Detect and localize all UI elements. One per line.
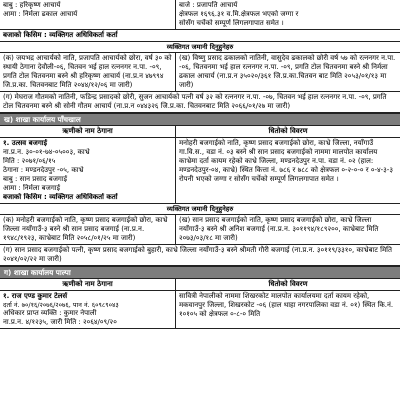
top-fragment-assets: सोसँग चर्चेको सम्पूर्ण लिगलगापात समेत । xyxy=(179,18,284,27)
collateral-details: मनोहरी बजगाईको नाति, कृष्ण प्रसाद बजगाईको छोरा, काभ्रे जिल्ला, नयाँगाउँ गा.वि.स., वडा नं. ०३ बस्ने श्री सान प्रसाद बजगाईको नाममा मालपोत कार्यालय काभ्रेमा दर्ता कायम रहेको काभ्रे जिल्ला, मण्डनदेउपुर न.पा. वडा नं. ०२ (हाल: मण्डनदेउपुर-०४, काभ्रे) स्थित कित्ता नं. ७८६ र ७८८ को क्षेत्रफल ०-२-०-० र ०-४-३-३ रोपनी भएको जग्गा र सोसँग चर्चेको सम्पूर्ण लिगलगापात समेत । xyxy=(179,139,393,183)
guarantor-row-2-full xyxy=(0,245,400,266)
borrower-details-2 xyxy=(0,291,176,328)
borrower-authorized-2: अधिकार प्राप्त व्यक्ति : कुमार नेपाली xyxy=(3,309,97,318)
borrower-details xyxy=(0,138,176,203)
guarantor-ga-2: (ग) सान प्रसाद बजगाईको पत्नी, कृष्ण प्रसाद बजगाईको बुहारी, काभ्रे जिल्ला नयाँगाउँ-३ बस्ने श्रीमती गौरी बजगाई (ना.प्र.न. ३०११९/३३१०, काभ्रेबाट मिति २०४१/०२/२२ मा जारी) xyxy=(3,246,392,264)
top-fragment-type-row xyxy=(0,30,400,42)
section-ga-title: ग) शाखा कार्यालय पाल्पा xyxy=(0,266,400,279)
borrower-mother: आमा : निर्मला बजगाई xyxy=(3,183,61,192)
top-fragment-mother: आमा : निर्मला ढकाल आचार्य xyxy=(3,9,78,18)
top-fragment-father: बाबु : हरिकृष्ण आचार्य xyxy=(3,1,61,9)
section-kha-borrower-row xyxy=(0,138,400,204)
top-fragment-area: क्षेत्रफल १६९६.३१ व.मि.क्षेत्रफल भएको जग्गा र xyxy=(179,9,299,18)
top-fragment-type: बजाको किसिम : व्यक्तिगत अधिविकर्ता कर्ता xyxy=(3,30,118,39)
guarantor-row-1 xyxy=(0,53,400,92)
top-fragment-right xyxy=(176,0,400,29)
top-fragment-grandfather: बाजे : प्रजापति आचार्य xyxy=(179,1,238,9)
collateral-details-2: सावित्री नेपालीको नाममा शिखरकोट मालपोत कार्यालयमा दर्ता कायम रहेको, मकवानपुर जिल्ला, शिखरकोट -०६ (हाल थाहा नगरपालिका वडा नं. ०१) स्थित कि.नं. १०१०५ को क्षेत्रफल ०-८-० मिति xyxy=(179,292,394,319)
borrower-name-2: १. राज एण्ड कुमार टेलर्स xyxy=(3,292,68,301)
guarantor-kha-2: (ख) सान प्रसाद बजगाईको नाति, कृष्ण प्रसाद बजगाईको छोरा, काभ्रे जिल्ला नयाँगाउँ-३ बस्ने श्री अनिश बजगाई (ना.प्र.न. ३०११९४/१८९२००, काभ्रेबाट मिति २०७३/०३/१८ मा जारी) xyxy=(179,216,379,243)
borrower-registration-2: दर्ता नं. ७०/१६/२०७६/२०७६, पान नं. ६०९८९०४३ xyxy=(3,301,119,310)
col-borrower-header-2: ऋणीको नाम ठेगाना xyxy=(0,279,176,290)
borrower-address: ठेगाना : मण्डनदेउपुर -०५, काभ्रे xyxy=(3,166,84,174)
guarantors-heading-2: व्यक्तिगत जमानी दिनुहुनेहरु xyxy=(0,204,400,215)
top-fragment xyxy=(0,0,400,30)
borrower-type: बजाको किसिम : व्यक्तिगत अधिविकर्ता कर्ता xyxy=(3,192,118,201)
col-borrower-header: ऋणीको नाम ठेगाना xyxy=(0,126,176,137)
guarantor-kha-1: (ख) विष्णु प्रसाद ढकालको नातिनी, वासुदेव ढकालको छोरी वर्ष ५७ को रत्ननगर न.पा. -०६, चितवनमा भई हाल रत्ननगर न.पा. -०९, प्रगति टोल चितवनमा बस्ने श्री निर्मला ढकाल आचार्य (ना.प्र.न ३५०२०/३६१ जि.प्र.का.चितवन बाट मिति २०५३/०१/१३ मा जारी) xyxy=(179,54,396,90)
borrower-citizenship: ना.प्र.न. ३०-०१-७४-०५००३, काभ्रे xyxy=(3,148,90,157)
col-collateral-header: धितोको विवरण xyxy=(268,127,308,136)
borrower-citizenship-2: ना.प्र.न. ४/१२३५, जारी मिति : २०६४/०९/२० xyxy=(3,318,117,327)
col-collateral-header-2: धितोको विवरण xyxy=(268,280,308,289)
guarantors-heading-1: व्यक्तिगत जमानी दिनुहुनेहरु xyxy=(0,42,400,53)
guarantor-row-2 xyxy=(0,215,400,245)
borrower-father: बाबु : सान प्रसाद बजगाई xyxy=(3,174,68,183)
guarantor-ga-1: (ग) मेघराज गौतमको नातिनी, फडिन्द्र प्रसादको छोरी, सुजन आचार्यको पत्नी वर्ष ३२ को रत्ननगर न.पा. -०७, चितवन भई हाल रत्ननगर न.पा. -०९, प्रगति टोल चितवनमा बस्ने श्री सोनी गौतम आचार्य (ना.प्र.न ०४४३२६ जि.प्र.का. चितवनबाट मिति २०६६/०१/२७ मा जारी) xyxy=(3,93,387,111)
section-kha-title: ख) शाखा कार्यालय पाँचखाल xyxy=(0,113,400,126)
borrower-date: मिति : २०७१/०६/१५ xyxy=(3,157,56,166)
guarantor-ka-1: (क) जयभद्र आचार्यको नाति, प्रजापति आचार्यको छोरा, वर्ष ३० को स्थायी ठेगाना देवौली-०६, चितवन भई हाल रत्ननगर न.पा. -०९, प्रगति टोल चितवनमा बस्ने श्री हरिकृष्ण आचार्य (ना.प्र.न ४७९९४ जि.प्र.का. चितवनबाट मिति २०४४/१२/०६ मा जारी) xyxy=(0,53,176,91)
section-ga-borrower-row xyxy=(0,291,400,329)
guarantor-ka-2: (क) मनोहरी बजगाईको नाति, कृष्ण प्रसाद बजगाईको छोरा, काभ्रे जिल्ला नयाँगाउँ-३ बस्ने श्री सान प्रसाद बजगाई (ना.प्र.न. १९४८/१९२३, काभ्रेबाट मिति २०५८/०१/२५ मा जारी) xyxy=(0,215,176,244)
borrower-name: १. उत्सव बजगाई xyxy=(3,139,48,148)
section-kha-column-headers xyxy=(0,126,400,138)
top-fragment-left xyxy=(0,0,176,29)
guarantor-row-1-full xyxy=(0,92,400,113)
section-ga-column-headers xyxy=(0,279,400,291)
